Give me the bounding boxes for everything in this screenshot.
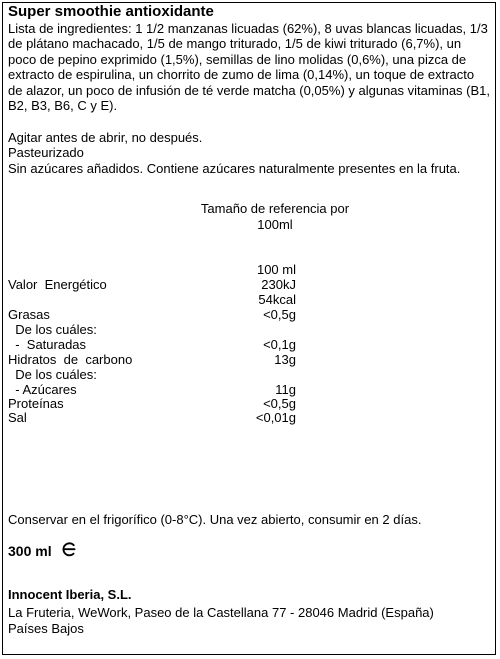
nutrition-value-energy-kj: 230kJ — [261, 277, 296, 292]
nutrition-label-sugars: - Azúcares — [8, 382, 77, 397]
nutrition-value-carbs: 13g — [274, 352, 296, 367]
net-quantity: 300 ml — [8, 543, 52, 559]
nutrition-label-carbs: Hidratos de carbono — [8, 352, 133, 367]
nutrition-label-of-which-carbs: De los cuáles: — [8, 367, 97, 382]
nutrition-label-saturated: - Saturadas — [8, 337, 87, 352]
manufacturer-name: Innocent Iberia, S.L. — [8, 587, 132, 602]
manufacturer-address: La Fruteria, WeWork, Paseo de la Castellana 77 - 28046 Madrid (España) — [8, 605, 434, 620]
shake-note: Agitar antes de abrir, no después. — [8, 130, 203, 145]
sugar-note: Sin azúcares añadidos. Contiene azúcares naturalmente presentes en la fruta. — [8, 161, 461, 176]
nutrition-value-fat: <0,5g — [263, 307, 296, 322]
nutrition-label-fat: Grasas — [8, 307, 50, 322]
nutrition-value-saturated: <0,1g — [263, 337, 296, 352]
storage-note: Conservar en el frigorífico (0-8°C). Una vez abierto, consumir en 2 días. — [8, 512, 422, 527]
reference-size-label: Tamaño de referencia por — [200, 201, 350, 216]
estimated-sign-icon — [61, 541, 77, 557]
nutrition-value-protein: <0,5g — [263, 396, 296, 411]
reference-size-value: 100ml — [257, 217, 293, 232]
product-title: Super smoothie antioxidante — [8, 3, 214, 20]
ingredients-list: Lista de ingredientes: 1 1/2 manzanas licuadas (62%), 8 uvas blancas licuadas, 1/3 de plátano machacado, 1/5 de mango triturado, 1/5 de kiwi triturado (6,7%), un poco de pepino exprimido (1,5%), semillas de lino molidas (0,6%), una pizca de extracto de espirulina, un chorrito de zumo de lima (0,14%), un toque de extracto de alazor, un poco de infusión de té verde matcha (0,05%) y algunas vitaminas (B1, B2, B3, B6, C y E). — [8, 21, 491, 114]
nutrition-value-energy-kcal: 54kcal — [258, 292, 296, 307]
nutrition-value-salt: <0,01g — [255, 410, 296, 425]
nutrition-label-energy: Valor Energético — [8, 277, 107, 292]
nutrition-label-salt: Sal — [8, 410, 27, 425]
country-of-origin: Países Bajos — [8, 621, 84, 636]
pasteurized-note: Pasteurizado — [8, 145, 84, 160]
nutrition-column-header: 100 ml — [256, 262, 296, 277]
nutrition-value-sugars: 11g — [275, 382, 296, 397]
nutrition-label-of-which-fat: De los cuáles: — [8, 322, 97, 337]
nutrition-label-protein: Proteínas — [8, 396, 64, 411]
